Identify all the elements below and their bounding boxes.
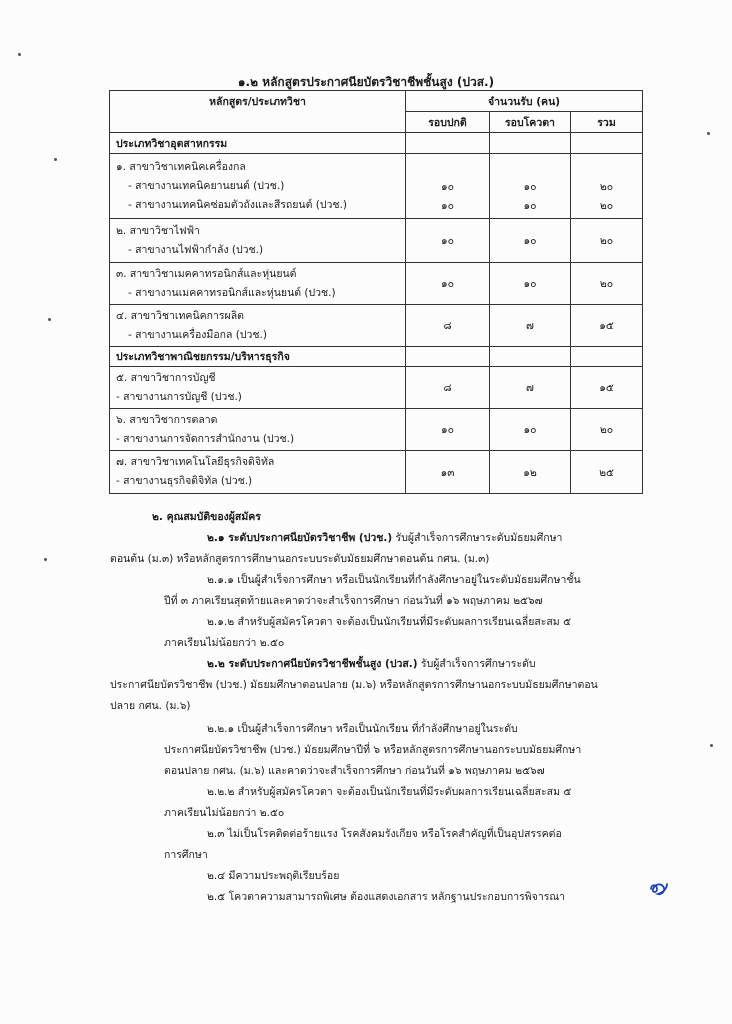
table-row bbox=[110, 154, 643, 219]
admission-table bbox=[109, 90, 643, 494]
table-row bbox=[110, 305, 643, 347]
header-regular: รอบปกติ bbox=[406, 112, 490, 133]
scan-speck bbox=[54, 158, 57, 161]
group-title: ๓. สาขาวิชาเมคคาทรอนิกส์และหุ่นยนต์ bbox=[116, 267, 297, 280]
quota-count: ๑๐ bbox=[490, 409, 571, 451]
section-2-3-cont: การศึกษา bbox=[164, 849, 208, 861]
category-industry: ประเภทวิชาอุตสาหกรรม bbox=[110, 133, 406, 154]
regular-count: ๑๐ bbox=[406, 409, 490, 451]
group-title: ๕. สาขาวิชาการบัญชี bbox=[116, 371, 216, 384]
total-count: ๑๕ bbox=[571, 305, 643, 347]
section-2-1-cont: ตอนต้น (ม.๓) หรือหลักสูตรการศึกษานอกระบบระดับมัธยมศึกษาตอนต้น กศน. (ม.๓) bbox=[110, 553, 490, 565]
section-2-2-title: ๒.๒ ระดับประกาศนียบัตรวิชาชีพชั้นสูง (ปวส.) bbox=[207, 658, 418, 670]
section-2-2-2-cont: ภาคเรียนไม่น้อยกว่า ๒.๕๐ bbox=[164, 807, 285, 819]
group-title: ๑. สาขาวิชาเทคนิคเครื่องกล bbox=[116, 160, 246, 173]
section-2-2-1-cont: ประกาศนียบัตรวิชาชีพ (ปวช.) มัธยมศึกษาปีที่ ๖ หรือหลักสูตรการศึกษานอกระบบมัธยมศึกษา bbox=[164, 744, 582, 756]
handwritten-page-number bbox=[648, 880, 670, 898]
regular-count: ๑๐ bbox=[440, 200, 455, 212]
section-2-2-1-cont2: ตอนปลาย กศน. (ม.๖) และคาดว่าจะสำเร็จการศึกษา ก่อนวันที่ ๑๖ พฤษภาคม ๒๕๖๗ bbox=[164, 765, 545, 777]
header-admit: จำนวนรับ (คน) bbox=[406, 91, 643, 112]
category-commerce: ประเภทวิชาพาณิชยกรรม/บริหารธุรกิจ bbox=[110, 347, 406, 367]
program-name: - สาขางานการบัญชี (ปวช.) bbox=[116, 390, 242, 403]
table-row bbox=[110, 451, 643, 494]
quota-count: ๑๐ bbox=[490, 263, 571, 305]
program-name: - สาขางานเมคคาทรอนิกส์และหุ่นยนต์ (ปวช.) bbox=[128, 286, 336, 299]
program-name: - สาขางานการจัดการสำนักงาน (ปวช.) bbox=[116, 432, 295, 445]
table-row bbox=[110, 263, 643, 305]
section-2-2 bbox=[207, 654, 536, 676]
header-total: รวม bbox=[571, 112, 643, 133]
quota-count: ๗ bbox=[490, 305, 571, 347]
total-count: ๒๐ bbox=[599, 181, 614, 193]
section-2-1-1-cont: ปีที่ ๓ ภาคเรียนสุดท้ายและคาดว่าจะสำเร็จการศึกษา ก่อนวันที่ ๑๖ พฤษภาคม ๒๕๖๗ bbox=[164, 595, 543, 607]
section-2-1 bbox=[207, 528, 562, 550]
scan-speck bbox=[707, 132, 710, 135]
table-row bbox=[110, 367, 643, 409]
program-name: - สาขางานเครื่องมือกล (ปวช.) bbox=[128, 328, 267, 341]
group-title: ๔. สาขาวิชาเทคนิคการผลิต bbox=[116, 309, 244, 322]
table-row bbox=[110, 409, 643, 451]
quota-count: ๑๐ bbox=[523, 181, 537, 193]
section-2-1-text: รับผู้สำเร็จการศึกษาระดับมัธยมศึกษา bbox=[392, 532, 563, 544]
section-2-4: ๒.๔ มีความประพฤติเรียบร้อย bbox=[207, 870, 340, 882]
scan-speck bbox=[44, 558, 47, 561]
section-2-2-cont2: ปลาย กศน. (ม.๖) bbox=[110, 700, 191, 712]
total-count: ๒๐ bbox=[571, 219, 643, 263]
total-count: ๒๐ bbox=[571, 409, 643, 451]
regular-count: ๑๓ bbox=[406, 451, 490, 494]
total-count: ๒๕ bbox=[571, 451, 643, 494]
total-count: ๒๐ bbox=[599, 200, 614, 212]
program-name: - สาขางานไฟฟ้ากำลัง (ปวช.) bbox=[128, 243, 264, 256]
quota-count: ๑๒ bbox=[490, 451, 571, 494]
quota-count: ๑๐ bbox=[523, 200, 537, 212]
scan-speck bbox=[18, 53, 21, 56]
total-count: ๒๐ bbox=[571, 263, 643, 305]
section-2-1-2: ๒.๑.๒ สำหรับผู้สมัครโควตา จะต้องเป็นนักเรียนที่มีระดับผลการเรียนเฉลี่ยสะสม ๕ bbox=[207, 616, 572, 628]
section-2-1-1: ๒.๑.๑ เป็นผู้สำเร็จการศึกษา หรือเป็นนักเรียนที่กำลังศึกษาอยู่ในระดับมัธยมศึกษาชั้น bbox=[207, 574, 581, 586]
section-2-3: ๒.๓ ไม่เป็นโรคติดต่อร้ายแรง โรคสังคมรังเกียจ หรือโรคสำคัญที่เป็นอุปสรรคต่อ bbox=[207, 828, 562, 840]
scan-speck bbox=[48, 318, 51, 321]
regular-count: ๘ bbox=[406, 305, 490, 347]
table-row bbox=[110, 219, 643, 263]
group-title: ๗. สาขาวิชาเทคโนโลยีธุรกิจดิจิทัล bbox=[116, 456, 275, 468]
regular-count: ๑๐ bbox=[406, 219, 490, 263]
table-title: ๑.๒ หลักสูตรประกาศนียบัตรวิชาชีพชั้นสูง (ปวส.) bbox=[237, 75, 495, 89]
regular-count: ๑๐ bbox=[440, 181, 455, 193]
quota-count: ๗ bbox=[490, 367, 571, 409]
regular-count: ๘ bbox=[406, 367, 490, 409]
section-2-2-2: ๒.๒.๒ สำหรับผู้สมัครโควตา จะต้องเป็นนักเรียนที่มีระดับผลการเรียนเฉลี่ยสะสม ๕ bbox=[207, 786, 572, 798]
group-title: ๒. สาขาวิชาไฟฟ้า bbox=[116, 224, 200, 237]
quota-count: ๑๐ bbox=[490, 219, 571, 263]
program-name: - สาขางานธุรกิจดิจิทัล (ปวช.) bbox=[116, 475, 253, 487]
total-count: ๑๕ bbox=[571, 367, 643, 409]
section-2-5: ๒.๕ โควตาความสามารถพิเศษ ต้องแสดงเอกสาร หลักฐานประกอบการพิจารณา bbox=[207, 891, 566, 903]
program-name: - สาขางานเทคนิคยานยนต์ (ปวช.) bbox=[128, 179, 285, 192]
group-title: ๖. สาขาวิชาการตลาด bbox=[116, 413, 218, 426]
section-2-1-2-cont: ภาคเรียนไม่น้อยกว่า ๒.๕๐ bbox=[164, 637, 285, 649]
section-2-2-1: ๒.๒.๑ เป็นผู้สำเร็จการศึกษา หรือเป็นนักเรียน ที่กำลังศึกษาอยู่ในระดับ bbox=[207, 723, 518, 735]
qualification-heading: ๒. คุณสมบัติของผู้สมัคร bbox=[152, 511, 261, 523]
header-program: หลักสูตร/ประเภทวิชา bbox=[110, 91, 406, 133]
scan-speck bbox=[710, 744, 713, 747]
header-quota: รอบโควตา bbox=[490, 112, 571, 133]
section-2-2-cont: ประกาศนียบัตรวิชาชีพ (ปวช.) มัธยมศึกษาตอนปลาย (ม.๖) หรือหลักสูตรการศึกษานอกระบบมัธยมศึกษาตอน bbox=[110, 679, 598, 691]
regular-count: ๑๐ bbox=[406, 263, 490, 305]
program-name: - สาขางานเทคนิคซ่อมตัวถังและสีรถยนต์ (ปวช.) bbox=[128, 198, 347, 211]
section-2-2-text: รับผู้สำเร็จการศึกษาระดับ bbox=[417, 658, 536, 670]
section-2-1-title: ๒.๑ ระดับประกาศนียบัตรวิชาชีพ (ปวช.) bbox=[207, 532, 393, 544]
